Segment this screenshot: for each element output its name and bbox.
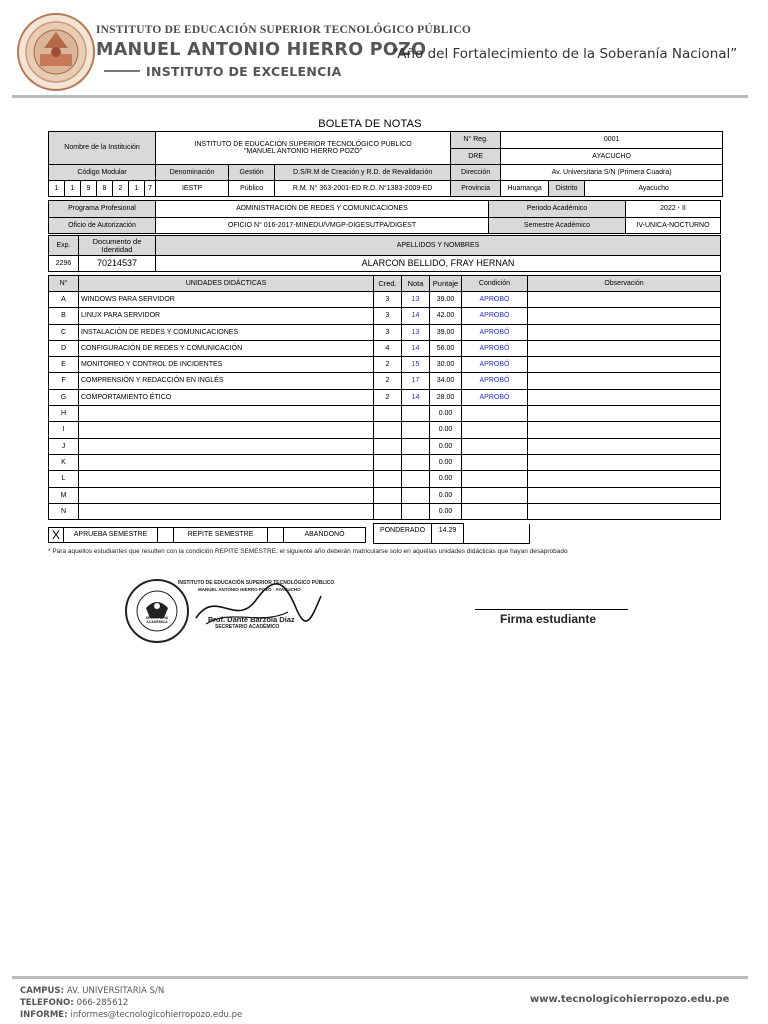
phone-value: 066-285612 [76, 998, 129, 1008]
unit-score: 0.00 [430, 454, 462, 470]
gestion-label: Gestión [229, 165, 275, 181]
footer-campus [20, 986, 164, 996]
col-cred-header: Cred. [374, 276, 402, 292]
unit-grade: 13 [402, 292, 430, 308]
repeat-checkbox[interactable] [158, 527, 174, 543]
unit-score: 0.00 [430, 471, 462, 487]
units-header-row [49, 276, 721, 292]
student-signature-line [475, 609, 628, 610]
unit-row [49, 438, 721, 454]
unit-row [49, 340, 721, 356]
unit-name [79, 406, 374, 422]
unit-row [49, 373, 721, 389]
unit-score: 34.00 [430, 373, 462, 389]
approve-label: APRUEBA SEMESTRE [64, 527, 158, 543]
semester-label: Semestre Académico [489, 218, 626, 234]
code-label: Código Modular [49, 165, 156, 181]
row-letter: D [49, 340, 79, 356]
gestion-value: Público [229, 181, 275, 197]
reg-value: 0001 [501, 132, 723, 149]
institution-name: MANUEL ANTONIO HIERRO POZO [96, 40, 427, 60]
row-letter: M [49, 487, 79, 503]
unit-observation [528, 503, 721, 519]
prov-label: Provincia [451, 181, 501, 197]
row-letter: G [49, 389, 79, 405]
unit-credits: 3 [374, 308, 402, 324]
unit-row [49, 324, 721, 340]
col-observation-header: Observación [528, 276, 721, 292]
year-motto: “Año del Fortalecimiento de la Soberanía Nacional” [392, 46, 738, 62]
unit-score: 0.00 [430, 422, 462, 438]
row-letter: F [49, 373, 79, 389]
unit-name: MONITOREO Y CONTROL DE INCIDENTES [79, 357, 374, 373]
semester-value: IV-UNICA-NOCTURNO [626, 218, 721, 234]
unit-grade [402, 454, 430, 470]
semester-result-options [48, 527, 366, 543]
exp-label: Exp. [49, 236, 79, 256]
unit-credits [374, 422, 402, 438]
name-value-line2: "MANUEL ANTONIO HIERRO POZO" [244, 148, 363, 155]
stamp-institution-name: MANUEL ANTONIO HIERRO POZO - AYACUCHO [198, 587, 301, 592]
name-value-line1: INSTITUTO DE EDUCACIÓN SUPERIOR TECNOLÓGICO PÚBLICO [194, 140, 412, 148]
oficio-value: OFICIO N° 016-2017-MINEDU/VMGP-DIGESUTPA/DIGEST [156, 218, 489, 234]
unit-observation [528, 292, 721, 308]
prov-value: Huamanga [501, 181, 549, 197]
weighted-label: PONDERADO [374, 524, 432, 544]
code-digit: 9 [81, 181, 97, 197]
unit-row [49, 292, 721, 308]
unit-credits: 2 [374, 357, 402, 373]
unit-name: LINUX PARA SERVIDOR [79, 308, 374, 324]
institution-table [48, 131, 723, 197]
campus-label: CAMPUS: [20, 986, 64, 996]
unit-credits: 2 [374, 373, 402, 389]
unit-credits [374, 454, 402, 470]
dre-label-cell [451, 149, 501, 165]
footnote: * Para aquellos estudiantes que resulten con la condición REPITE SEMESTRE, el siguiente año deberán matricularse solo en aquellas unidades didácticas que hayan desaprobado [48, 548, 568, 555]
unit-condition: APROBÓ [462, 389, 528, 405]
unit-row [49, 422, 721, 438]
row-letter: L [49, 471, 79, 487]
denom-label: Denominación [156, 165, 229, 181]
unit-credits: 3 [374, 324, 402, 340]
col-nota-header: Nota [402, 276, 430, 292]
unit-condition [462, 454, 528, 470]
col-unit-header: UNIDADES DIDÁCTICAS [79, 276, 374, 292]
weighted-average-table [373, 523, 530, 544]
unit-name [79, 471, 374, 487]
code-digit: 8 [97, 181, 113, 197]
unit-condition: APROBÓ [462, 340, 528, 356]
unit-observation [528, 471, 721, 487]
unit-name [79, 503, 374, 519]
institution-logo [16, 12, 96, 92]
email-label: INFORME: [20, 1010, 68, 1020]
footer-email [20, 1010, 242, 1020]
unit-observation [528, 454, 721, 470]
unit-row [49, 454, 721, 470]
unit-observation [528, 308, 721, 324]
unit-name [79, 422, 374, 438]
unit-grade [402, 438, 430, 454]
reg-label: N° Reg. [463, 136, 488, 144]
weighted-value: 14.29 [432, 524, 464, 544]
unit-name: COMPORTAMIENTO ÉTICO [79, 389, 374, 405]
unit-name: COMPRENSIÓN Y REDACCIÓN EN INGLÉS [79, 373, 374, 389]
unit-condition [462, 487, 528, 503]
row-letter: H [49, 406, 79, 422]
name-value-cell [156, 132, 451, 165]
unit-condition [462, 422, 528, 438]
reg-label-cell [451, 132, 501, 149]
unit-grade [402, 406, 430, 422]
unit-grade [402, 471, 430, 487]
unit-score: 56.00 [430, 340, 462, 356]
institution-tagline [104, 63, 342, 79]
unit-condition: APROBÓ [462, 357, 528, 373]
unit-credits [374, 438, 402, 454]
row-letter: B [49, 308, 79, 324]
document-value: 70214537 [79, 256, 156, 272]
unit-grade: 13 [402, 324, 430, 340]
unit-condition [462, 503, 528, 519]
unit-row [49, 357, 721, 373]
institution-type: INSTITUTO DE EDUCACIÓN SUPERIOR TECNOLÓGICO PÚBLICO [96, 24, 471, 36]
code-digit: 7 [145, 181, 156, 197]
program-table [48, 200, 721, 234]
footer-phone [20, 998, 128, 1008]
unit-score: 39.00 [430, 324, 462, 340]
program-label: Programa Profesional [49, 201, 156, 218]
footer-website[interactable]: www.tecnologicohierropozo.edu.pe [530, 994, 730, 1005]
unit-row [49, 471, 721, 487]
col-puntaje-header: Puntaje [430, 276, 462, 292]
student-signature-label: Firma estudiante [500, 612, 597, 626]
seal-caption: SECRETARIA ACADÉMICA [145, 616, 169, 624]
tagline-text: INSTITUTO DE EXCELENCIA [146, 63, 342, 79]
ds-value: R.M. N° 363-2001-ED R.D. N°1383-2009-ED [275, 181, 451, 197]
units-body [49, 276, 721, 520]
unit-observation [528, 357, 721, 373]
unit-row [49, 406, 721, 422]
units-table [48, 275, 721, 520]
tagline-rule [104, 70, 140, 72]
dist-value: Ayacucho [585, 181, 723, 197]
unit-grade [402, 487, 430, 503]
unit-grade: 17 [402, 373, 430, 389]
program-value: ADMINISTRACIÓN DE REDES Y COMUNICACIONES [156, 201, 489, 218]
unit-observation [528, 373, 721, 389]
ds-label: D.S/R.M de Creación y R.D. de Revalidación [275, 165, 451, 181]
unit-condition: APROBÓ [462, 308, 528, 324]
unit-name [79, 454, 374, 470]
exp-value: 2296 [49, 256, 79, 272]
name-label-cell [49, 132, 156, 165]
unit-condition: APROBÓ [462, 324, 528, 340]
unit-observation [528, 422, 721, 438]
row-letter: N [49, 503, 79, 519]
stamp-institution: INSTITUTO DE EDUCACIÓN SUPERIOR TECNOLÓGICO PÚBLICO [178, 580, 335, 586]
period-label: Periodo Académico [489, 201, 626, 218]
unit-row [49, 487, 721, 503]
unit-score: 42.00 [430, 308, 462, 324]
unit-score: 0.00 [430, 438, 462, 454]
weighted-blank [464, 524, 530, 544]
row-letter: C [49, 324, 79, 340]
unit-score: 39.00 [430, 292, 462, 308]
unit-observation [528, 438, 721, 454]
row-letter: E [49, 357, 79, 373]
row-letter: K [49, 454, 79, 470]
row-letter: I [49, 422, 79, 438]
unit-name: INSTALACIÓN DE REDES Y COMUNICACIONES [79, 324, 374, 340]
unit-condition [462, 406, 528, 422]
code-digit: 1 [49, 181, 65, 197]
unit-score: 30.00 [430, 357, 462, 373]
unit-credits: 2 [374, 389, 402, 405]
document-title: BOLETA DE NOTAS [318, 118, 422, 130]
unit-grade: 15 [402, 357, 430, 373]
unit-grade [402, 503, 430, 519]
unit-condition [462, 438, 528, 454]
code-digit: 2 [113, 181, 129, 197]
unit-name: CONFIGURACIÓN DE REDES Y COMUNICACIÓN [79, 340, 374, 356]
row-letter: J [49, 438, 79, 454]
code-digit: 1 [65, 181, 81, 197]
unit-score: 0.00 [430, 503, 462, 519]
document-label: Documento de Identidad [79, 236, 156, 256]
row-letter: A [49, 292, 79, 308]
abandon-checkbox[interactable] [268, 527, 284, 543]
unit-grade: 14 [402, 340, 430, 356]
unit-observation [528, 406, 721, 422]
unit-condition: APROBÓ [462, 373, 528, 389]
dir-label: Dirección [451, 165, 501, 181]
dist-label: Distrito [549, 181, 585, 197]
unit-row [49, 308, 721, 324]
student-table [48, 235, 721, 272]
signer-name: Prof. Dante Barzola Díaz [208, 615, 295, 624]
dre-value: AYACUCHO [501, 149, 723, 165]
unit-credits [374, 487, 402, 503]
unit-score: 0.00 [430, 406, 462, 422]
dir-value: Av. Universitaria S/N (Primera Cuadra) [501, 165, 723, 181]
unit-name [79, 438, 374, 454]
dre-label: DRE [468, 152, 484, 160]
unit-credits [374, 406, 402, 422]
unit-credits: 3 [374, 292, 402, 308]
email-value[interactable]: informes@tecnologicohierropozo.edu.pe [70, 1010, 243, 1020]
abandon-label: ABANDONÓ [284, 527, 366, 543]
phone-label: TELEFONO: [20, 998, 74, 1008]
header-divider [12, 95, 748, 98]
col-condition-header: Condición [462, 276, 528, 292]
unit-credits [374, 503, 402, 519]
unit-name: WINDOWS PARA SERVIDOR [79, 292, 374, 308]
campus-value: AV. UNIVERSITARIA S/N [66, 986, 165, 996]
unit-credits: 4 [374, 340, 402, 356]
unit-score: 28.00 [430, 389, 462, 405]
letterhead [0, 0, 768, 100]
unit-condition: APROBÓ [462, 292, 528, 308]
footer-divider [12, 976, 748, 979]
code-digit: 1 [129, 181, 145, 197]
repeat-label: REPITE SEMESTRE [174, 527, 268, 543]
unit-observation [528, 389, 721, 405]
name-label: Nombre de la Institución [64, 144, 140, 152]
unit-observation [528, 324, 721, 340]
unit-grade [402, 422, 430, 438]
col-n-header: N° [49, 276, 79, 292]
denom-value: IESTP [156, 181, 229, 197]
approve-checkbox[interactable]: X [48, 527, 64, 543]
unit-grade: 14 [402, 389, 430, 405]
unit-credits [374, 471, 402, 487]
unit-observation [528, 340, 721, 356]
unit-score: 0.00 [430, 487, 462, 503]
student-name: ALARCON BELLIDO, FRAY HERNAN [156, 256, 721, 272]
unit-grade: 14 [402, 308, 430, 324]
unit-name [79, 487, 374, 503]
period-value: 2022 - II [626, 201, 721, 218]
oficio-label: Oficio de Autorización [49, 218, 156, 234]
unit-condition [462, 471, 528, 487]
unit-observation [528, 487, 721, 503]
unit-row [49, 503, 721, 519]
names-label: APELLIDOS Y NOMBRES [156, 236, 721, 256]
unit-row [49, 389, 721, 405]
signer-role: SECRETARIO ACADÉMICO [215, 624, 280, 630]
